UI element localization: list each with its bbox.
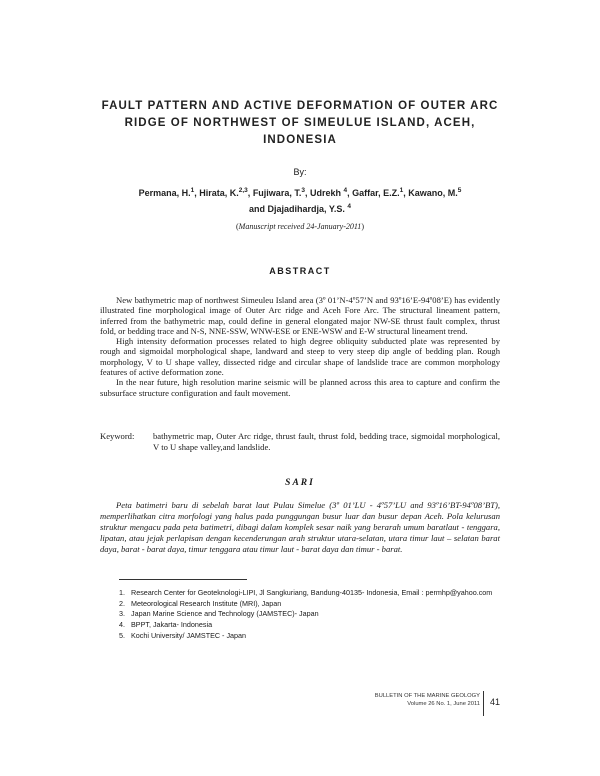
abstract-paragraph: New bathymetric map of northwest Simeuleu Island area (3º 01’N-4º57’N and 93º16’E-94º08’E) has evidently illustrated fine morphological image of Outer Arc ridge and Aceh Fore Arc. The structural lineament pattern, inferred from the bathymetric map, could define in general elongated major NW-SE thrust fault complex, thrust fold, or bedding trace and N-S, NNE-SSW, WNW-ESE or ENE-WSW and E-W structural lineament trend. bbox=[100, 295, 500, 336]
paper-title bbox=[70, 98, 530, 149]
footnote: 3. Japan Marine Science and Technology (JAMSTEC)- Japan bbox=[119, 609, 319, 619]
author-name: Fujiwara, T. bbox=[252, 188, 302, 198]
author-affiliation: 3 bbox=[301, 187, 305, 194]
footnote-divider bbox=[119, 579, 247, 580]
author-name: Gaffar, E.Z. bbox=[352, 188, 400, 198]
author-affiliation: 4 bbox=[347, 203, 351, 210]
author-name: Kawano, M. bbox=[408, 188, 458, 198]
author-name: Permana, H. bbox=[138, 188, 191, 198]
author-name: and Djajadihardja, Y.S. bbox=[249, 204, 348, 214]
page-number: 41 bbox=[490, 697, 501, 707]
journal-info bbox=[375, 693, 480, 708]
title-line: INDONESIA bbox=[263, 134, 337, 146]
journal-issue: Volume 26 No. 1, June 2011 bbox=[407, 700, 480, 707]
author-affiliation: 4 bbox=[343, 187, 348, 194]
sari-heading: SARI bbox=[285, 478, 315, 488]
abstract-paragraph: High intensity deformation processes related to high degree obliquity subducted plate was represented by rough and sigmoidal morphological shape, landward and steep to very steep dip angle of bedding plan. Rough morphology, V to U shape valley, dissected ridge and circular shape of landslide trace are common morphology features of active deformation zone. bbox=[100, 336, 500, 378]
footnote: 1. Research Center for Geoteknologi-LIPI, Jl Sangkuriang, Bandung-40135- Indonesia, Email : permhp@yahoo.com bbox=[119, 588, 493, 597]
footnote: 5. Kochi University/ JAMSTEC - Japan bbox=[119, 630, 247, 640]
author-line bbox=[60, 201, 540, 217]
author-affiliation: 2,3 bbox=[238, 187, 248, 194]
footnote: 2. Meteorological Research Institute (MRI), Japan bbox=[119, 598, 282, 608]
keyword-list: bathymetric map, Outer Arc ridge, thrust fault, thrust fold, bedding trace, sigmoidal morphological, V to U shape valley,and landslide. bbox=[153, 431, 500, 452]
sari-body bbox=[100, 500, 500, 555]
author-affiliation: 1 bbox=[190, 187, 195, 194]
manuscript-date: (Manuscript received 24-January-2011) bbox=[236, 222, 364, 231]
author-list bbox=[60, 185, 540, 217]
author-name: Udrekh bbox=[309, 188, 344, 198]
footnotes bbox=[119, 588, 499, 642]
author-affiliation: 1 bbox=[399, 187, 404, 194]
journal-name: BULLETIN OF THE MARINE GEOLOGY bbox=[374, 693, 480, 699]
page-number-divider bbox=[483, 691, 484, 716]
author-line: Permana, H.$^1$, Hirata, K.$^{2,3}$, Fujiwara, T.$^3$, Udrekh $^4$, Gaffar, E.Z.$^1$, Kawano, M.$^5$ bbox=[138, 187, 462, 198]
sari-paragraph: Peta batimetri baru di sebelah barat laut Pulau Simelue (3º 01’LU - 4º57’LU and 93º16’BT-94º08’BT), memperlihatkan citra morfologi yang halus pada punggungan busur luar dan busur depan Aceh. Pola kelurusan struktur mengacu pada peta batimetri, dibagi dalam komplek sesar naik yang berarah umum baratlaut - tenggara, lipatan, atau jejak perlapisan dengan kecenderungan arah struktur utara-selatan, utara timur laut – selatan barat daya, barat - barat daya, timur tenggara atau timur laut - barat daya dan timur - barat. bbox=[100, 500, 500, 554]
title-line: FAULT PATTERN AND ACTIVE DEFORMATION OF OUTER ARC bbox=[101, 100, 499, 112]
footnote: 4. BPPT, Jakarta- Indonesia bbox=[119, 620, 213, 630]
abstract-paragraph: In the near future, high resolution marine seismic will be planned across this area to capture and confirm the subsurface structure configuration and fault movement. bbox=[100, 377, 500, 398]
abstract-heading: ABSTRACT bbox=[269, 266, 331, 276]
author-name: Hirata, K. bbox=[199, 188, 239, 198]
title-line: RIDGE OF NORTHWEST OF SIMEULUE ISLAND, ACEH, bbox=[124, 117, 476, 129]
keyword-label: Keyword: bbox=[100, 431, 135, 441]
by-label: By: bbox=[293, 167, 307, 177]
author-affiliation: 5 bbox=[457, 187, 462, 194]
abstract-body bbox=[100, 295, 500, 398]
